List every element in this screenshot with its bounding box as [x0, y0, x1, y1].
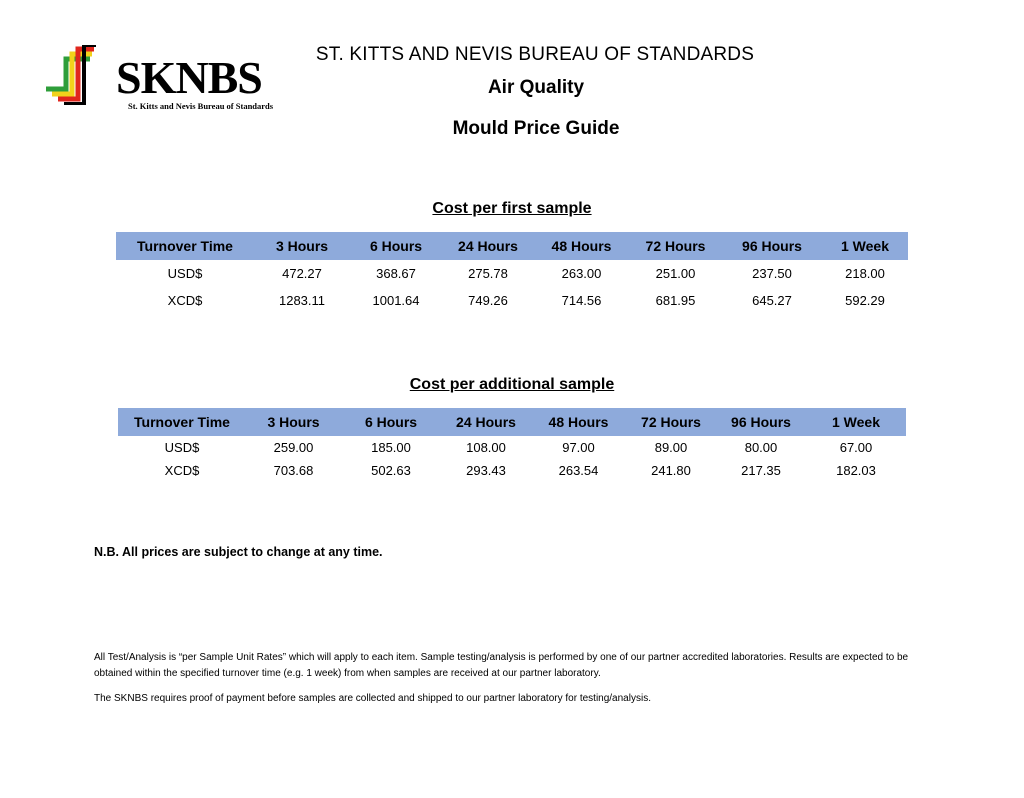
table-cell: 714.56	[561, 293, 602, 308]
table-cell: 237.50	[752, 266, 792, 281]
table-cell: 108.00	[466, 440, 506, 455]
table-cell: 1283.11	[278, 293, 326, 308]
table-cell: USD$	[167, 266, 203, 281]
table-header-cell: Turnover Time	[118, 408, 246, 436]
table-cell: 217.35	[741, 463, 781, 478]
table-header-cell: 48 Hours	[531, 408, 626, 436]
table-cell: 67.00	[839, 440, 873, 455]
table-header-cell: 6 Hours	[350, 232, 442, 260]
table-header-row	[116, 232, 908, 260]
page-title: Mould Price Guide	[452, 118, 620, 139]
table-cell: 259.00	[273, 440, 314, 455]
table-cell: XCD$	[167, 293, 203, 308]
table-row	[116, 287, 908, 314]
table-cell: 185.00	[371, 440, 411, 455]
per-sample-rates-note: All Test/Analysis is “per Sample Unit Rates” which will apply to each item. Sample testing/analysis is performed by one of our partner accredited laboratories. Results are expected to be obtained within the specified turnover time (e.g. 1 week) from when samples are received at our partner laboratory.	[94, 652, 909, 679]
table-cell: 1001.64	[372, 293, 420, 308]
table-cell: 97.00	[562, 440, 595, 455]
table-cell: 251.00	[655, 266, 696, 281]
table-row	[116, 260, 908, 287]
table-header-cell: 96 Hours	[722, 232, 822, 260]
organization-name: ST. KITTS AND NEVIS BUREAU OF STANDARDS	[315, 44, 755, 65]
first-sample-price-table	[116, 232, 908, 314]
table-cell: USD$	[164, 440, 200, 455]
table-header-cell: 72 Hours	[626, 408, 716, 436]
table-header-cell: 72 Hours	[629, 232, 722, 260]
table-cell: 241.80	[651, 463, 691, 478]
table-cell: 681.95	[655, 293, 696, 308]
table-row	[118, 436, 906, 459]
table-cell: 703.68	[273, 463, 314, 478]
table-row	[118, 459, 906, 482]
table-header-cell: 1 Week	[822, 232, 908, 260]
section-title-first-sample: Cost per first sample	[432, 200, 592, 217]
payment-requirement-note: The SKNBS requires proof of payment before samples are collected and shipped to our partner laboratory for testing/analysis.	[94, 693, 651, 704]
table-cell: 89.00	[654, 440, 688, 455]
table-header-cell: 24 Hours	[442, 232, 534, 260]
table-header-cell: 48 Hours	[534, 232, 629, 260]
table-cell: 592.29	[845, 293, 885, 308]
table-header-row	[118, 408, 906, 436]
table-cell: 645.27	[752, 293, 792, 308]
table-cell: 263.54	[558, 463, 599, 478]
table-header-cell: 96 Hours	[716, 408, 806, 436]
page-subtitle: Air Quality	[487, 77, 585, 98]
table-cell: 275.78	[468, 266, 508, 281]
table-cell: 502.63	[371, 463, 411, 478]
price-change-notice: N.B. All prices are subject to change at any time.	[94, 545, 383, 559]
table-header-cell: 6 Hours	[341, 408, 441, 436]
table-cell: 80.00	[744, 440, 778, 455]
table-header-cell: Turnover Time	[116, 232, 254, 260]
table-cell: 263.00	[561, 266, 602, 281]
table-header-cell: 24 Hours	[441, 408, 531, 436]
table-cell: 368.67	[376, 266, 416, 281]
additional-sample-price-table	[118, 408, 906, 482]
table-header-cell: 3 Hours	[246, 408, 341, 436]
table-cell: XCD$	[164, 463, 200, 478]
logo-wordmark: SKNBS	[116, 52, 262, 103]
table-header-cell: 3 Hours	[254, 232, 350, 260]
table-cell: 749.26	[468, 293, 508, 308]
table-cell: 218.00	[845, 266, 885, 281]
section-title-additional-sample: Cost per additional sample	[409, 376, 615, 393]
table-cell: 293.43	[466, 463, 506, 478]
logo-subtitle: St. Kitts and Nevis Bureau of Standards	[128, 101, 274, 111]
table-header-cell: 1 Week	[806, 408, 906, 436]
table-cell: 182.03	[836, 463, 876, 478]
table-cell: 472.27	[282, 266, 322, 281]
